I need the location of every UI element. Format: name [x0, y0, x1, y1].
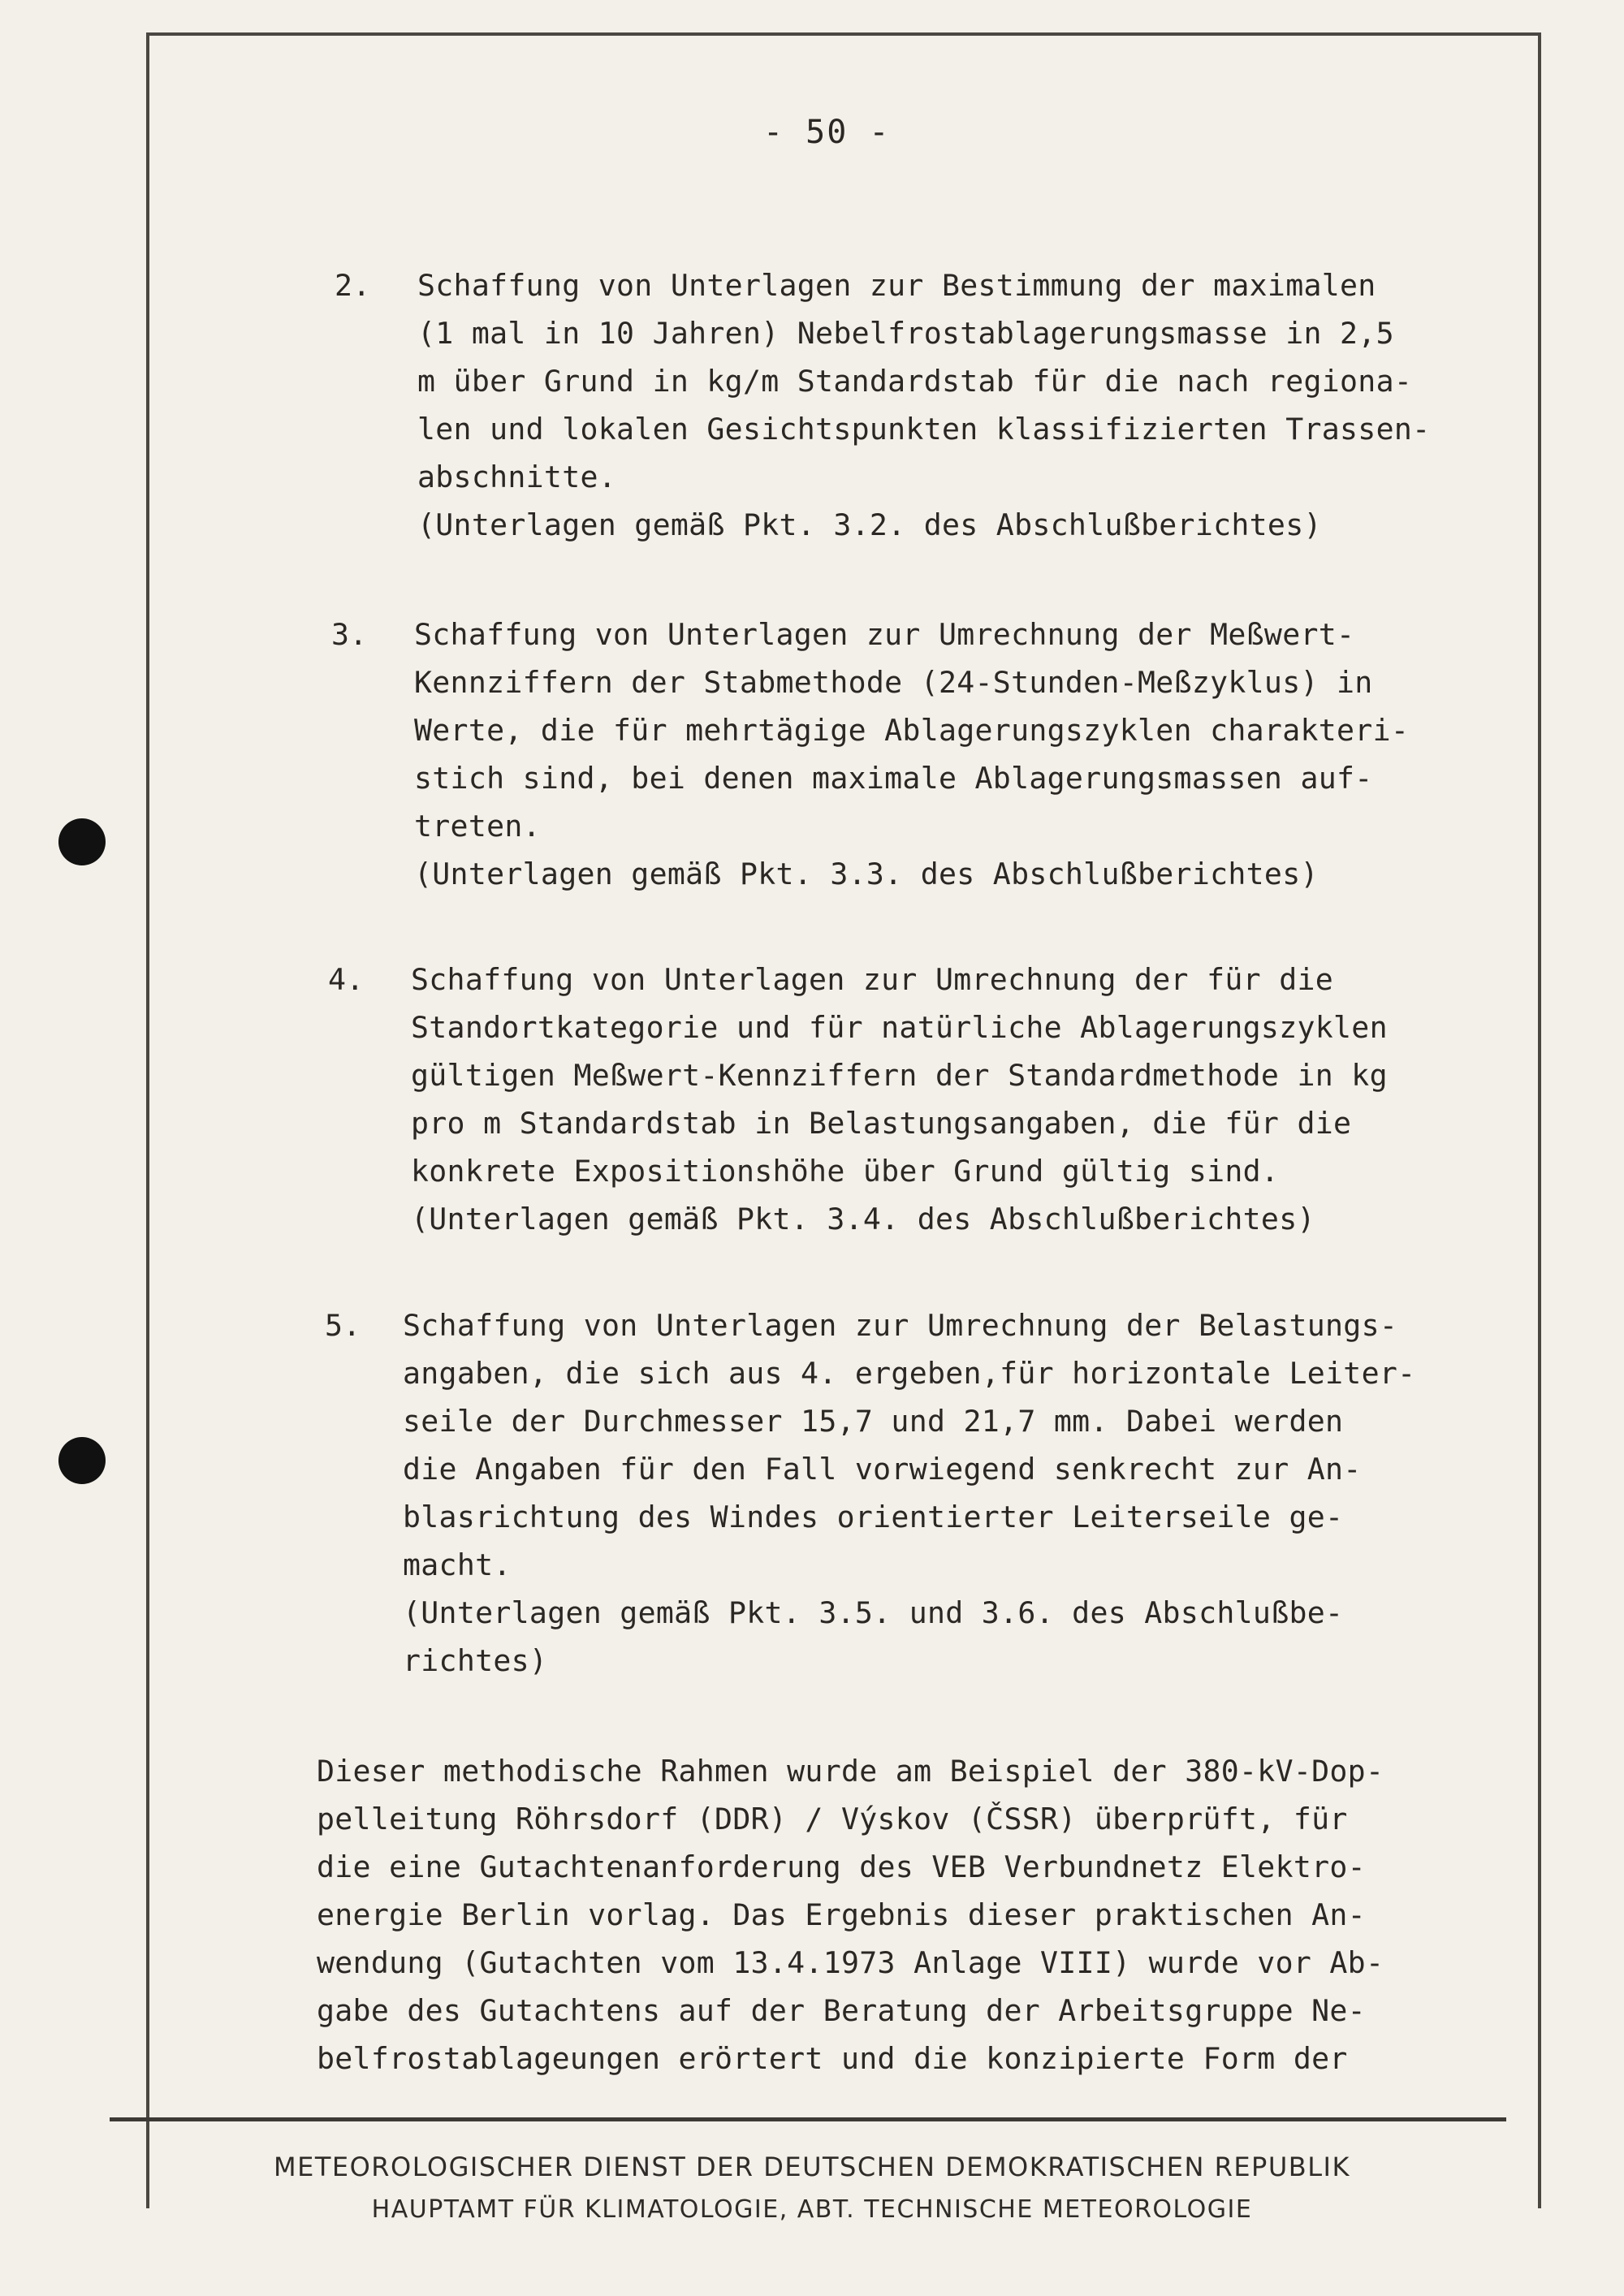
text-line: treten. [414, 809, 541, 844]
list-item-text [414, 611, 1409, 898]
punch-hole-lower [58, 1437, 106, 1484]
text-line: macht. [403, 1547, 512, 1582]
footer-divider [110, 2117, 1506, 2121]
list-item-number: 5. [325, 1308, 361, 1343]
text-line: Standortkategorie und für natürliche Ablagerungszyklen [411, 1010, 1388, 1045]
text-line: pelleitung Röhrsdorf (DDR) / Výskov (ČSSR) überprüft, für [317, 1802, 1348, 1836]
text-line: Dieser methodische Rahmen wurde am Beispiel der 380-kV-Dop- [317, 1754, 1384, 1789]
body-paragraph [317, 1747, 1384, 2082]
page-number: - 50 - [763, 114, 891, 151]
text-line: energie Berlin vorlag. Das Ergebnis dieser praktischen An- [317, 1897, 1366, 1932]
text-line: Schaffung von Unterlagen zur Umrechnung der Meßwert- [414, 617, 1355, 652]
text-line: len und lokalen Gesichtspunkten klassifizierten Trassen- [417, 412, 1431, 447]
text-line: wendung (Gutachten vom 13.4.1973 Anlage VIII) wurde vor Ab- [317, 1945, 1384, 1980]
text-line: (Unterlagen gemäß Pkt. 3.3. des Abschlußberichtes) [414, 857, 1319, 891]
list-item-number: 2. [335, 268, 371, 303]
text-line: Schaffung von Unterlagen zur Umrechnung der für die [411, 962, 1334, 997]
text-line: belfrostablageungen erörtert und die konzipierte Form der [317, 2041, 1348, 2076]
text-line: (Unterlagen gemäß Pkt. 3.5. und 3.6. des Abschlußbe- [403, 1595, 1344, 1630]
list-item-text [417, 261, 1430, 549]
list-item-number: 4. [328, 962, 365, 997]
list-item-text [403, 1301, 1415, 1685]
text-line: seile der Durchmesser 15,7 und 21,7 mm. Dabei werden [403, 1404, 1344, 1439]
text-line: (Unterlagen gemäß Pkt. 3.2. des Abschlußberichtes) [417, 507, 1322, 542]
text-line: angaben, die sich aus 4. ergeben,für horizontale Leiter- [403, 1356, 1416, 1391]
text-line: (Unterlagen gemäß Pkt. 3.4. des Abschlußberichtes) [411, 1202, 1315, 1236]
text-line: (1 mal in 10 Jahren) Nebelfrostablagerungsmasse in 2,5 [417, 316, 1394, 351]
punch-hole-upper [58, 818, 106, 865]
text-line: Schaffung von Unterlagen zur Bestimmung der maximalen [417, 268, 1376, 303]
text-line: abschnitte. [417, 460, 617, 494]
text-line: die Angaben für den Fall vorwiegend senkrecht zur An- [403, 1452, 1362, 1487]
footer-department: HAUPTAMT FÜR KLIMATOLOGIE, ABT. TECHNISCHE METEOROLOGIE [371, 2195, 1253, 2224]
text-line: die eine Gutachtenanforderung des VEB Verbundnetz Elektro- [317, 1849, 1366, 1884]
text-line: konkrete Expositionshöhe über Grund gültig sind. [411, 1154, 1280, 1189]
text-line: richtes) [403, 1643, 548, 1678]
text-line: blasrichtung des Windes orientierter Leiterseile ge- [403, 1500, 1344, 1534]
text-line: Schaffung von Unterlagen zur Umrechnung der Belastungs- [403, 1308, 1398, 1343]
text-line: stich sind, bei denen maximale Ablagerungsmassen auf- [414, 761, 1373, 796]
footer-institution: METEOROLOGISCHER DIENST DER DEUTSCHEN DEMOKRATISCHEN REPUBLIK [274, 2151, 1350, 2182]
text-line: m über Grund in kg/m Standardstab für die nach regiona- [417, 364, 1413, 399]
list-item-text [411, 956, 1388, 1243]
list-item-number: 3. [331, 617, 368, 652]
text-line: gültigen Meßwert-Kennziffern der Standardmethode in kg [411, 1058, 1388, 1093]
text-line: pro m Standardstab in Belastungsangaben, die für die [411, 1106, 1352, 1141]
text-line: Werte, die für mehrtägige Ablagerungszyklen charakteri- [414, 713, 1410, 748]
text-line: gabe des Gutachtens auf der Beratung der Arbeitsgruppe Ne- [317, 1993, 1366, 2028]
text-line: Kennziffern der Stabmethode (24-Stunden-Meßzyklus) in [414, 665, 1373, 700]
